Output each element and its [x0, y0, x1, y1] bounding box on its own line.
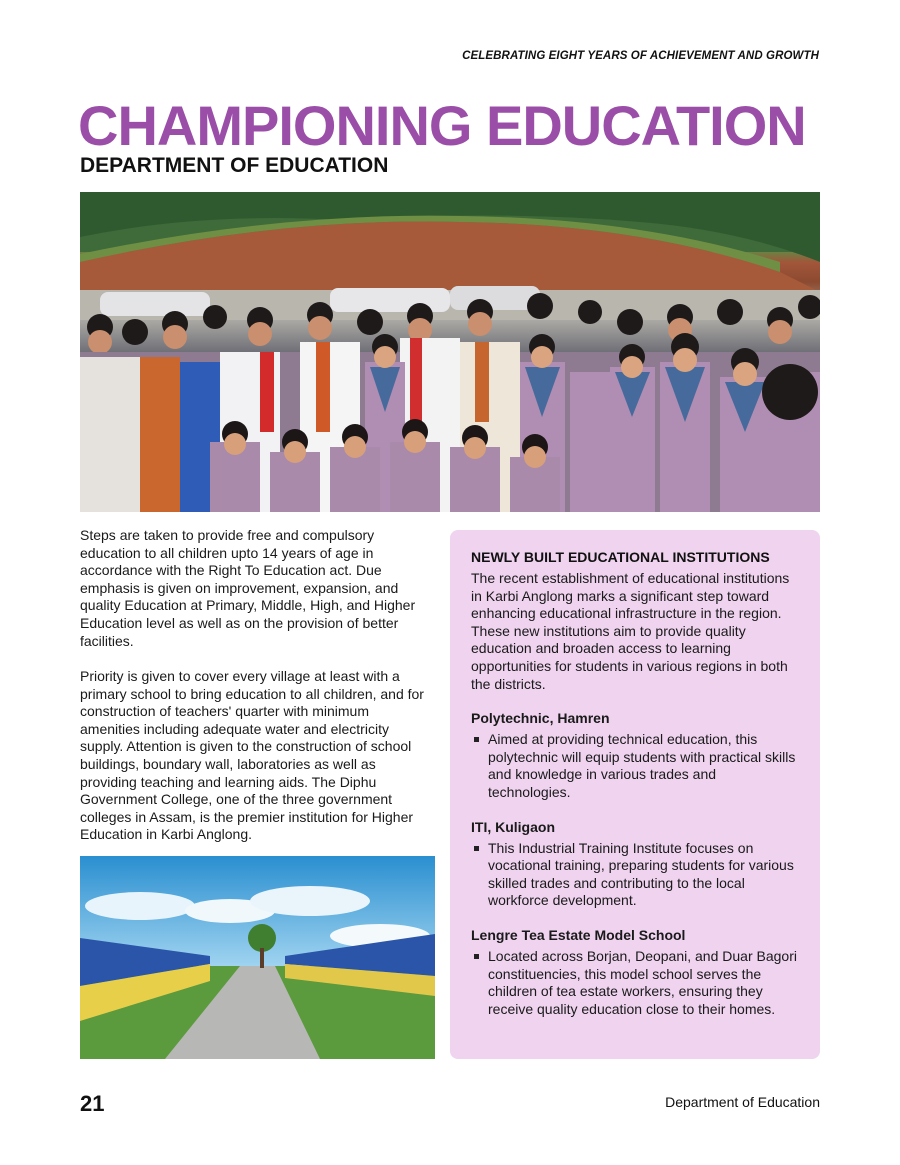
- box-intro: The recent establishment of educational institutions in Karbi Anglong marks a significant step toward enhancing educational infrastructure in the region. These new institutions aim to provide quality education and broaden access to learning opportunities for students in various regions in both the districts.: [471, 570, 790, 692]
- page-tagline: CELEBRATING EIGHT YEARS OF ACHIEVEMENT AND GROWTH: [462, 50, 819, 62]
- list-item-text: Aimed at providing technical education, this polytechnic will equip students with practical skills and knowledge in various trades and technologies.: [488, 731, 796, 800]
- body-paragraph-1: Steps are taken to provide free and compulsory education to all children upto 14 years of age in accordance with the Right To Education act. Due emphasis is given on improvement, expansion, and quality Education at Primary, Middle, High, and Higher Education level as well as on the provision of better facilities.: [80, 527, 416, 649]
- bullet-icon: [474, 954, 479, 959]
- section-list-model-school: [471, 948, 798, 1018]
- group-photo: [80, 192, 820, 512]
- section-title-polytechnic: Polytechnic, Hamren: [471, 710, 610, 727]
- section-list-iti: [471, 840, 798, 910]
- section-title-model-school: Lengre Tea Estate Model School: [471, 926, 686, 943]
- institutions-box: [450, 530, 820, 1059]
- list-item: [471, 731, 798, 801]
- list-item-text: Located across Borjan, Deopani, and Duar Bagori constituencies, this model school serves the children of tea estate workers, ensuring they receive quality education close to their homes.: [488, 947, 797, 1017]
- list-item-text: This Industrial Training Institute focuses on vocational training, preparing students for various skilled trades and contributing to the local workforce development.: [488, 839, 794, 909]
- page-number: 21: [80, 1091, 105, 1116]
- page-subtitle: DEPARTMENT OF EDUCATION: [80, 154, 389, 177]
- section-list-polytechnic: [471, 731, 798, 801]
- box-heading: NEWLY BUILT EDUCATIONAL INSTITUTIONS: [471, 549, 770, 565]
- footer-department: Department of Education: [665, 1094, 820, 1110]
- group-photo-illustration: [80, 192, 820, 512]
- school-building-photo: [80, 856, 435, 1059]
- list-item: [471, 840, 798, 910]
- list-item: [471, 948, 798, 1018]
- school-photo-illustration: [80, 856, 435, 1059]
- section-title-iti: ITI, Kuligaon: [471, 818, 555, 835]
- bullet-icon: [474, 846, 479, 851]
- bullet-icon: [474, 737, 479, 742]
- body-paragraph-2: Priority is given to cover every village at least with a primary school to bring education to all children, and for construction of teachers' quarter with minimum amenities including adequate water and electricity supply. Attention is given to the construction of school buildings, boundary wall, laboratories as well as providing teaching and learning aids. The Diphu Government College, one of the three government colleges in Assam, is the premier institution for Higher Education in Karbi Anglong.: [80, 668, 424, 843]
- page-title: CHAMPIONING EDUCATION: [78, 94, 806, 157]
